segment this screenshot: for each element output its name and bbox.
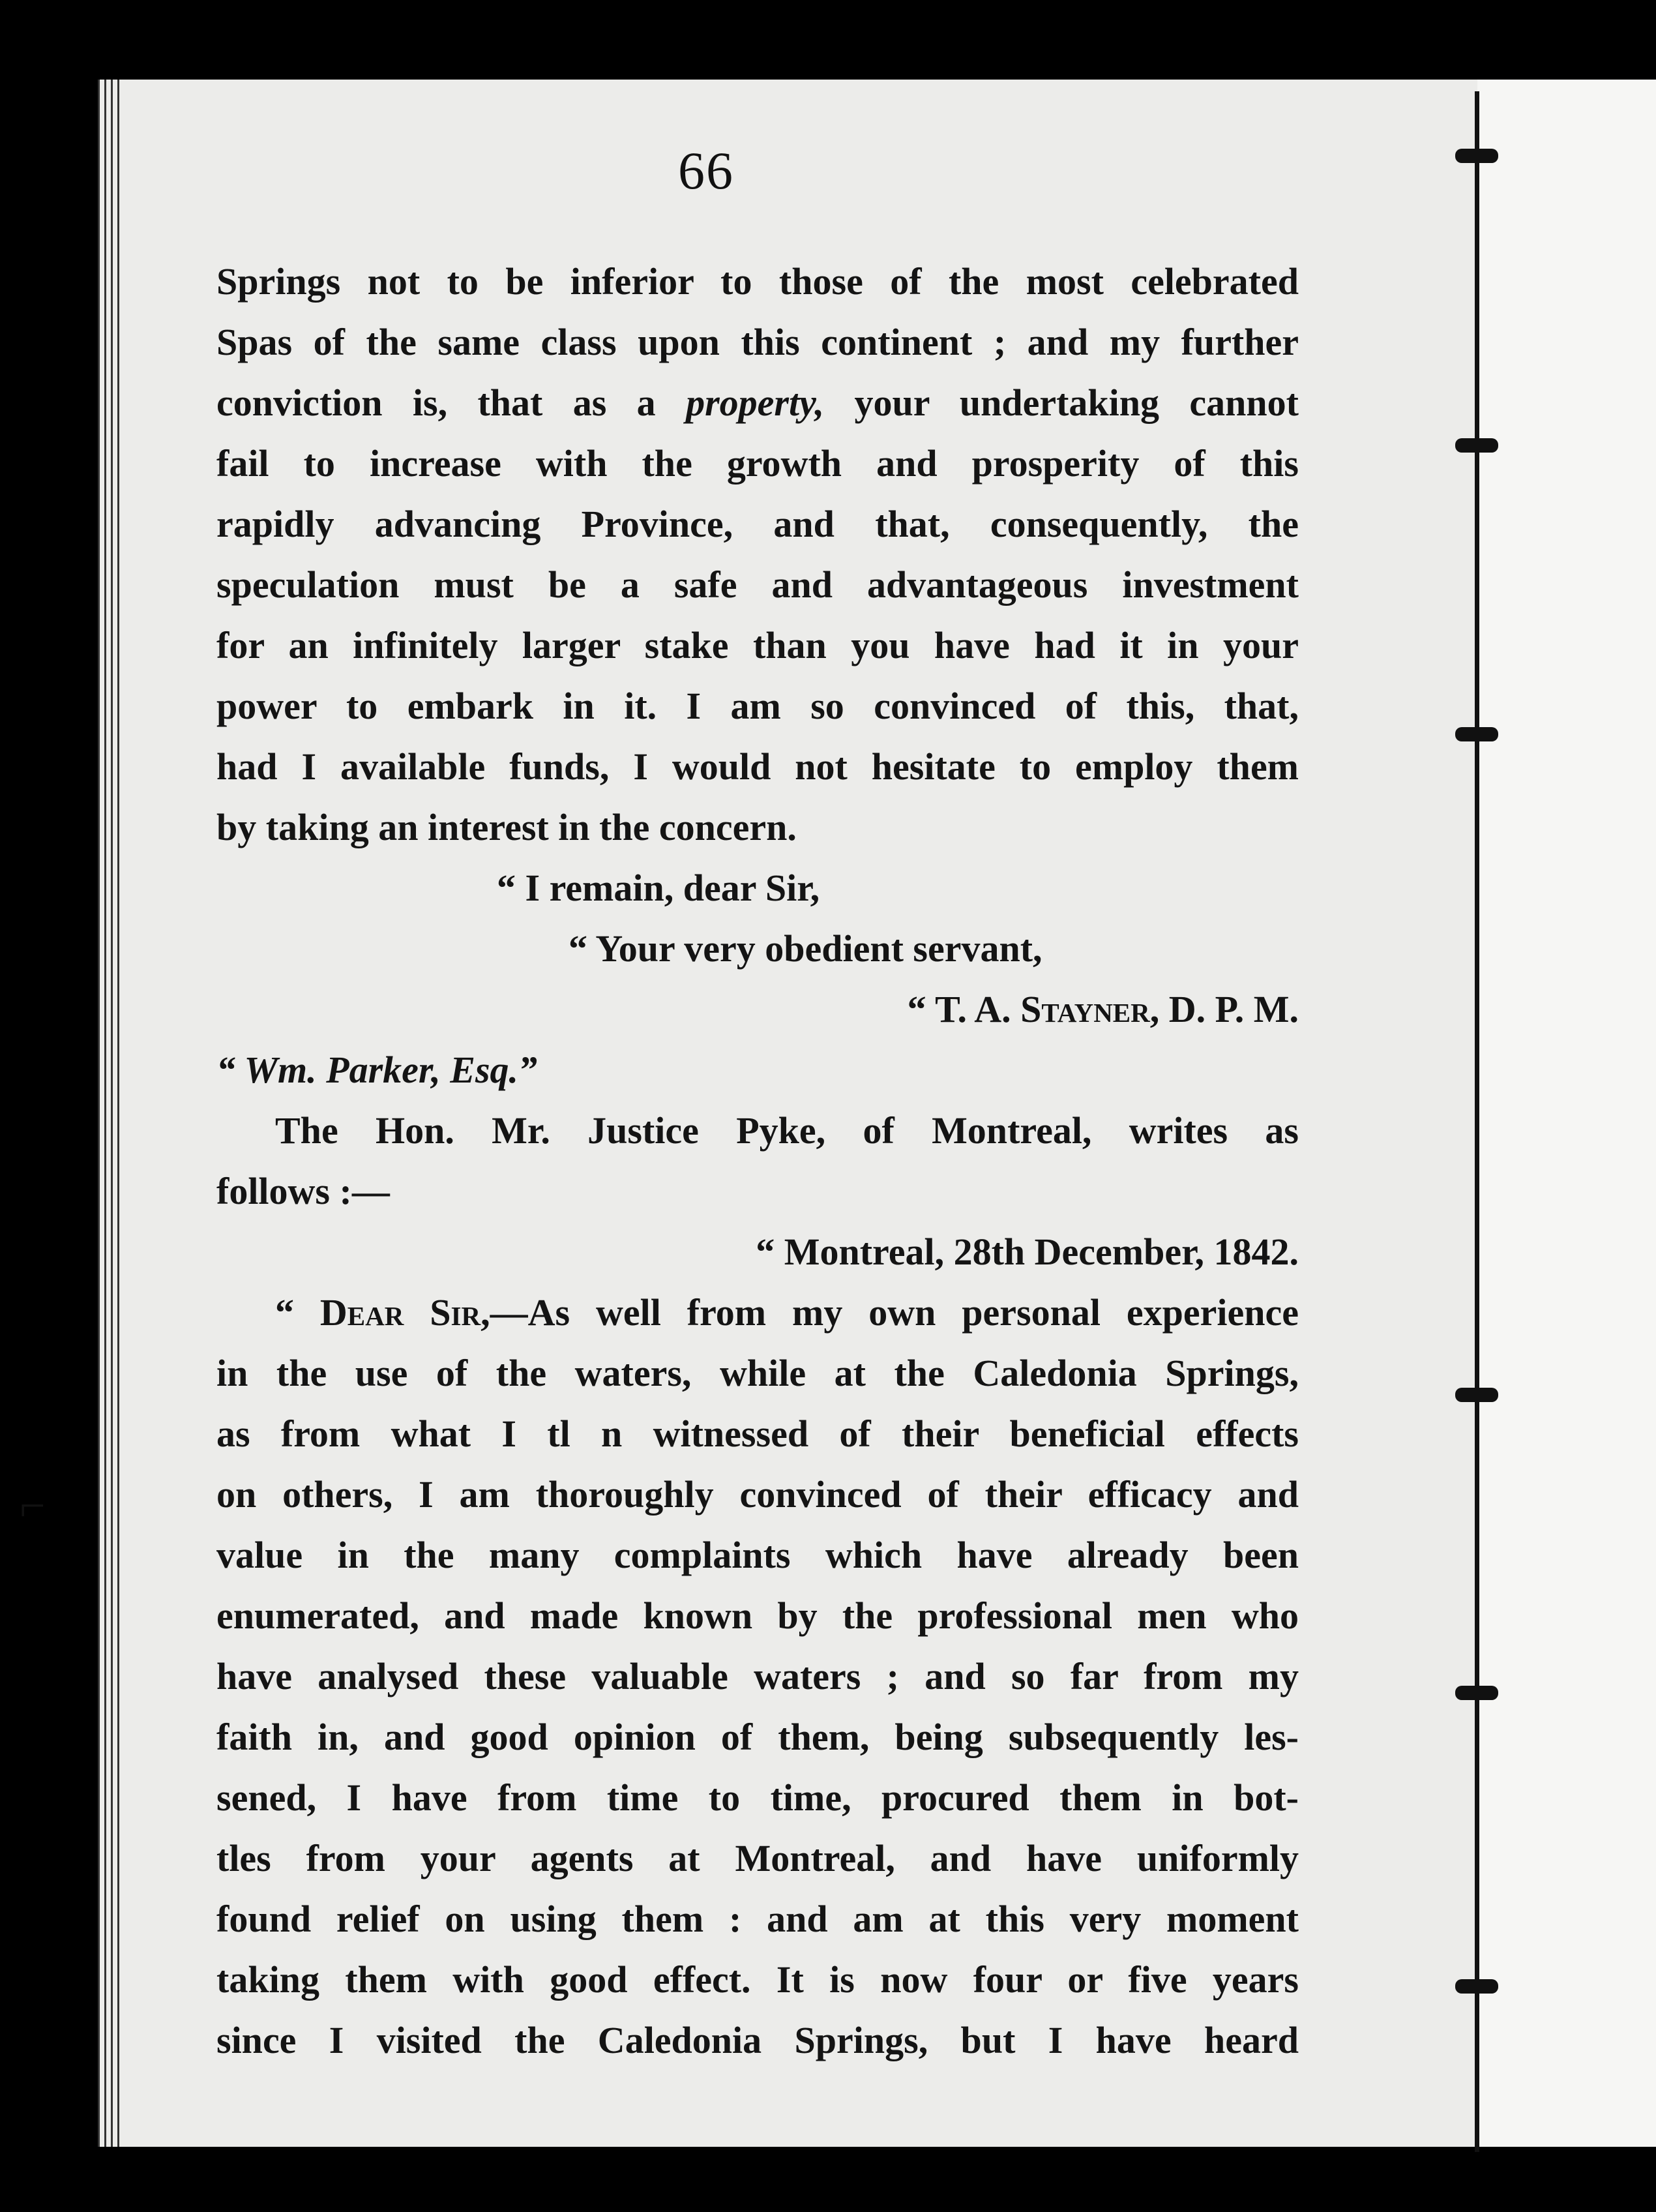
text-line: found relief on using them : and am at this very moment bbox=[216, 1898, 1299, 1940]
text-line: for an infinitely larger stake than you have had it in your bbox=[216, 624, 1299, 666]
text-line: on others, I am thoroughly convinced of their efficacy and bbox=[216, 1473, 1299, 1516]
binding-stitch bbox=[1455, 1686, 1498, 1700]
text-line: tles from your agents at Montreal, and have uniformly bbox=[216, 1837, 1299, 1879]
text-line: taking them with good effect. It is now four or five years bbox=[216, 1958, 1299, 2001]
text-line: since I visited the Caledonia Springs, but I have heard bbox=[216, 2019, 1299, 2061]
text-line: Springs not to be inferior to those of the most celebrated bbox=[216, 260, 1299, 303]
addressee: “ Wm. Parker, Esq.” bbox=[216, 1049, 538, 1091]
text-line: speculation must be a safe and advantageous investment bbox=[216, 563, 1299, 606]
signature: “ T. A. Stayner, D. P. M. bbox=[907, 988, 1299, 1030]
closing-line: “ I remain, dear Sir, bbox=[497, 867, 820, 909]
text-line: have analysed these valuable waters ; and so far from my bbox=[216, 1655, 1299, 1697]
binding-stitch bbox=[1455, 438, 1498, 453]
scan-mark: ⌐ bbox=[20, 1481, 46, 1531]
italic-word: property, bbox=[686, 381, 825, 424]
text-line: sened, I have from time to time, procured them in bot- bbox=[216, 1776, 1299, 1819]
text-line: follows :— bbox=[216, 1170, 390, 1212]
closing-line: “ Your very obedient servant, bbox=[569, 927, 1042, 970]
text-line: as from what I tl n witnessed of their beneficial effects bbox=[216, 1412, 1299, 1455]
facing-page-strip bbox=[1475, 80, 1656, 2147]
binding-stitch bbox=[1455, 1388, 1498, 1402]
text-line: by taking an interest in the concern. bbox=[216, 806, 797, 848]
text-line: faith in, and good opinion of them, being subsequently les- bbox=[216, 1716, 1299, 1758]
binding-stitch bbox=[1455, 727, 1498, 741]
dateline: “ Montreal, 28th December, 1842. bbox=[756, 1231, 1299, 1273]
binding-stitch bbox=[1455, 1979, 1498, 1994]
text-line: enumerated, and made known by the professional men who bbox=[216, 1594, 1299, 1637]
binding-stitch bbox=[1455, 149, 1498, 163]
text-line: fail to increase with the growth and prosperity of this bbox=[216, 442, 1299, 485]
text-line: The Hon. Mr. Justice Pyke, of Montreal, writes as bbox=[275, 1109, 1299, 1152]
page-body bbox=[216, 251, 1299, 2070]
text-line: value in the many complaints which have already been bbox=[216, 1534, 1299, 1576]
text-line: power to embark in it. I am so convinced of this, that, bbox=[216, 685, 1299, 727]
text-line: “ Dear Sir,—As well from my own personal experience bbox=[275, 1291, 1299, 1334]
salutation: “ Dear Sir, bbox=[275, 1291, 490, 1334]
page-number: 66 bbox=[678, 141, 734, 200]
text-line: conviction is, that as a property, your undertaking cannot bbox=[216, 381, 1299, 424]
binding-spine bbox=[1475, 91, 1479, 2152]
page-edges bbox=[98, 80, 124, 2147]
text-line: Spas of the same class upon this continent ; and my further bbox=[216, 321, 1299, 363]
text-line: in the use of the waters, while at the Caledonia Springs, bbox=[216, 1352, 1299, 1394]
text-line: rapidly advancing Province, and that, consequently, the bbox=[216, 503, 1299, 545]
text-line: had I available funds, I would not hesitate to employ them bbox=[216, 745, 1299, 788]
